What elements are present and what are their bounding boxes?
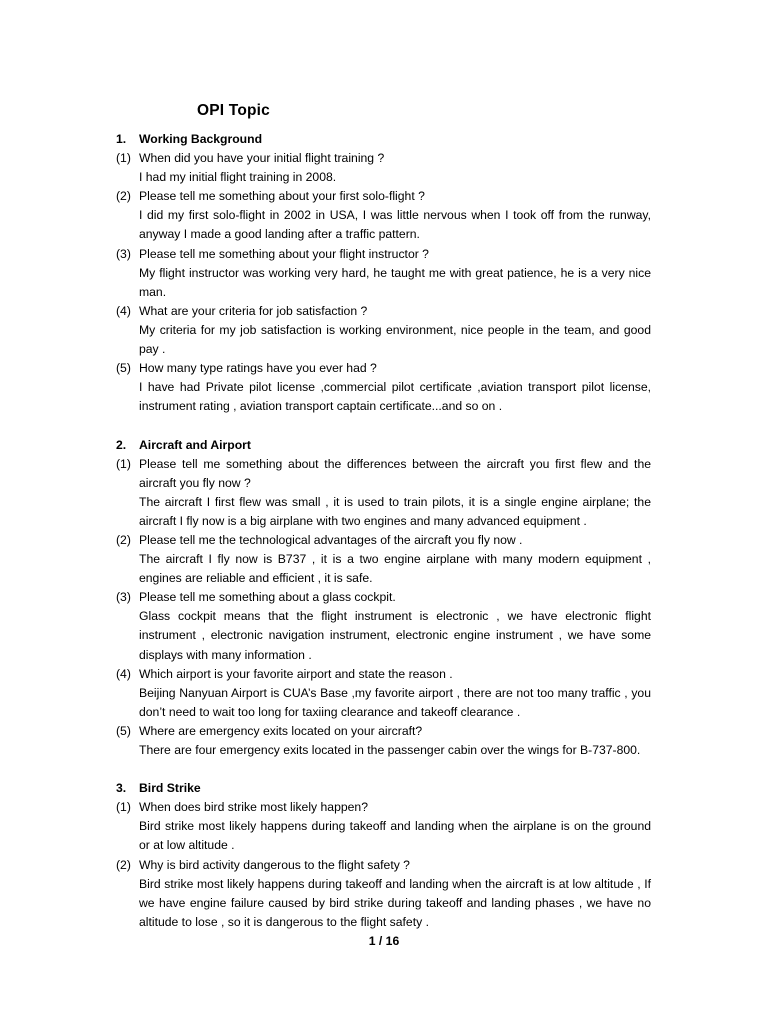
section-aircraft-and-airport: [116, 436, 651, 761]
item-number: (3): [116, 590, 131, 605]
item-number: (1): [116, 800, 131, 815]
question-row: [116, 455, 651, 493]
item-number: (5): [116, 361, 131, 376]
page-number: 1 / 16: [368, 934, 400, 948]
qa-item: [116, 588, 651, 664]
section-heading: [116, 779, 651, 798]
item-number: (4): [116, 303, 131, 318]
answer-text: The aircraft I fly now is B737 , it is a two engine airplane with many modern equipment , engines are reliable and efficient , it is safe.: [139, 552, 651, 586]
section-number: 3.: [116, 781, 127, 796]
question-row: [116, 588, 651, 607]
question-row: [116, 722, 651, 741]
answer-text: I have had Private pilot license ,commercial pilot certificate ,aviation transport pilot license, instrument rating , aviation transport captain certificate...and so on .: [139, 380, 651, 414]
question-text: Where are emergency exits located on your aircraft?: [139, 723, 423, 738]
question-text: Please tell me the technological advantages of the aircraft you fly now .: [139, 532, 523, 547]
question-text: When does bird strike most likely happen?: [139, 800, 368, 815]
section-bird-strike: [116, 779, 651, 932]
item-number: (2): [116, 189, 131, 204]
qa-item: [116, 531, 651, 588]
document-title: OPI Topic: [197, 102, 270, 119]
question-text: When did you have your initial flight training ?: [139, 151, 385, 166]
qa-item: [116, 455, 651, 531]
section-working-background: [116, 130, 651, 416]
question-text: Please tell me something about your first solo-flight ?: [139, 189, 425, 204]
section-heading: [116, 436, 651, 455]
question-row: [116, 856, 651, 875]
item-number: (2): [116, 532, 131, 547]
section-number: 2.: [116, 437, 127, 452]
question-row: [116, 798, 651, 817]
qa-item: [116, 245, 651, 302]
qa-item: [116, 359, 651, 416]
answer-text: Bird strike most likely happens during takeoff and landing when the aircraft is at low altitude , If we have engine failure caused by bird strike during takeoff and landing phases , we have no altitude to lose , so it is dangerous to the flight safety .: [139, 876, 651, 929]
section-title: Working Background: [139, 132, 263, 146]
item-number: (2): [116, 857, 131, 872]
answer-text: Bird strike most likely happens during takeoff and landing when the airplane is on the ground or at low altitude .: [139, 819, 651, 853]
answer-text: I had my initial flight training in 2008.: [139, 170, 337, 185]
qa-item: [116, 856, 651, 932]
section-number: 1.: [116, 132, 127, 146]
qa-item: [116, 798, 651, 855]
question-row: [116, 187, 651, 206]
question-row: [116, 665, 651, 684]
question-text: Which airport is your favorite airport and state the reason .: [139, 666, 453, 681]
qa-item: [116, 665, 651, 722]
question-text: What are your criteria for job satisfaction ?: [139, 303, 368, 318]
item-number: (1): [116, 151, 131, 166]
question-row: [116, 302, 651, 321]
item-number: (1): [116, 456, 131, 471]
answer-text: Beijing Nanyuan Airport is CUA’s Base ,my favorite airport , there are not too many traffic , you don’t need to wait too long for taxiing clearance and takeoff clearance .: [139, 685, 651, 719]
answer-text: My criteria for my job satisfaction is working environment, nice people in the team, and good pay .: [139, 322, 651, 357]
question-row: [116, 359, 651, 378]
question-text: Please tell me something about a glass cockpit.: [139, 590, 396, 605]
question-row: [116, 245, 651, 264]
item-number: (5): [116, 723, 131, 738]
qa-item: [116, 149, 651, 187]
section-title: Aircraft and Airport: [139, 437, 251, 452]
qa-item: [116, 722, 651, 760]
question-text: How many type ratings have you ever had ?: [139, 361, 377, 376]
answer-text: The aircraft I first flew was small , it is used to train pilots, it is a single engine airplane; the aircraft I fly now is a big airplane with two engines and many advanced equipment .: [139, 494, 651, 528]
question-text: Please tell me something about the differences between the aircraft you first flew and the aircraft you fly now ?: [139, 456, 651, 490]
answer-text: I did my first solo-flight in 2002 in USA, I was little nervous when I took off from the runway, anyway I made a good landing after a traffic pattern.: [139, 208, 651, 242]
question-row: [116, 531, 651, 550]
item-number: (4): [116, 666, 131, 681]
answer-text: Glass cockpit means that the flight instrument is electronic , we have electronic flight instrument , electronic navigation instrument, electronic engine instrument , we have some displays with many information .: [139, 609, 651, 662]
answer-text: My flight instructor was working very hard, he taught me with great patience, he is a very nice man.: [139, 265, 651, 299]
section-title: Bird Strike: [139, 781, 201, 796]
document-body: [116, 130, 651, 932]
item-number: (3): [116, 246, 131, 261]
qa-item: [116, 302, 651, 359]
qa-item: [116, 187, 651, 244]
section-heading: [116, 130, 651, 149]
question-text: Why is bird activity dangerous to the flight safety ?: [139, 857, 410, 872]
question-text: Please tell me something about your flight instructor ?: [139, 246, 429, 261]
answer-text: There are four emergency exits located in the passenger cabin over the wings for B-737-800.: [139, 743, 641, 757]
question-row: [116, 149, 651, 168]
